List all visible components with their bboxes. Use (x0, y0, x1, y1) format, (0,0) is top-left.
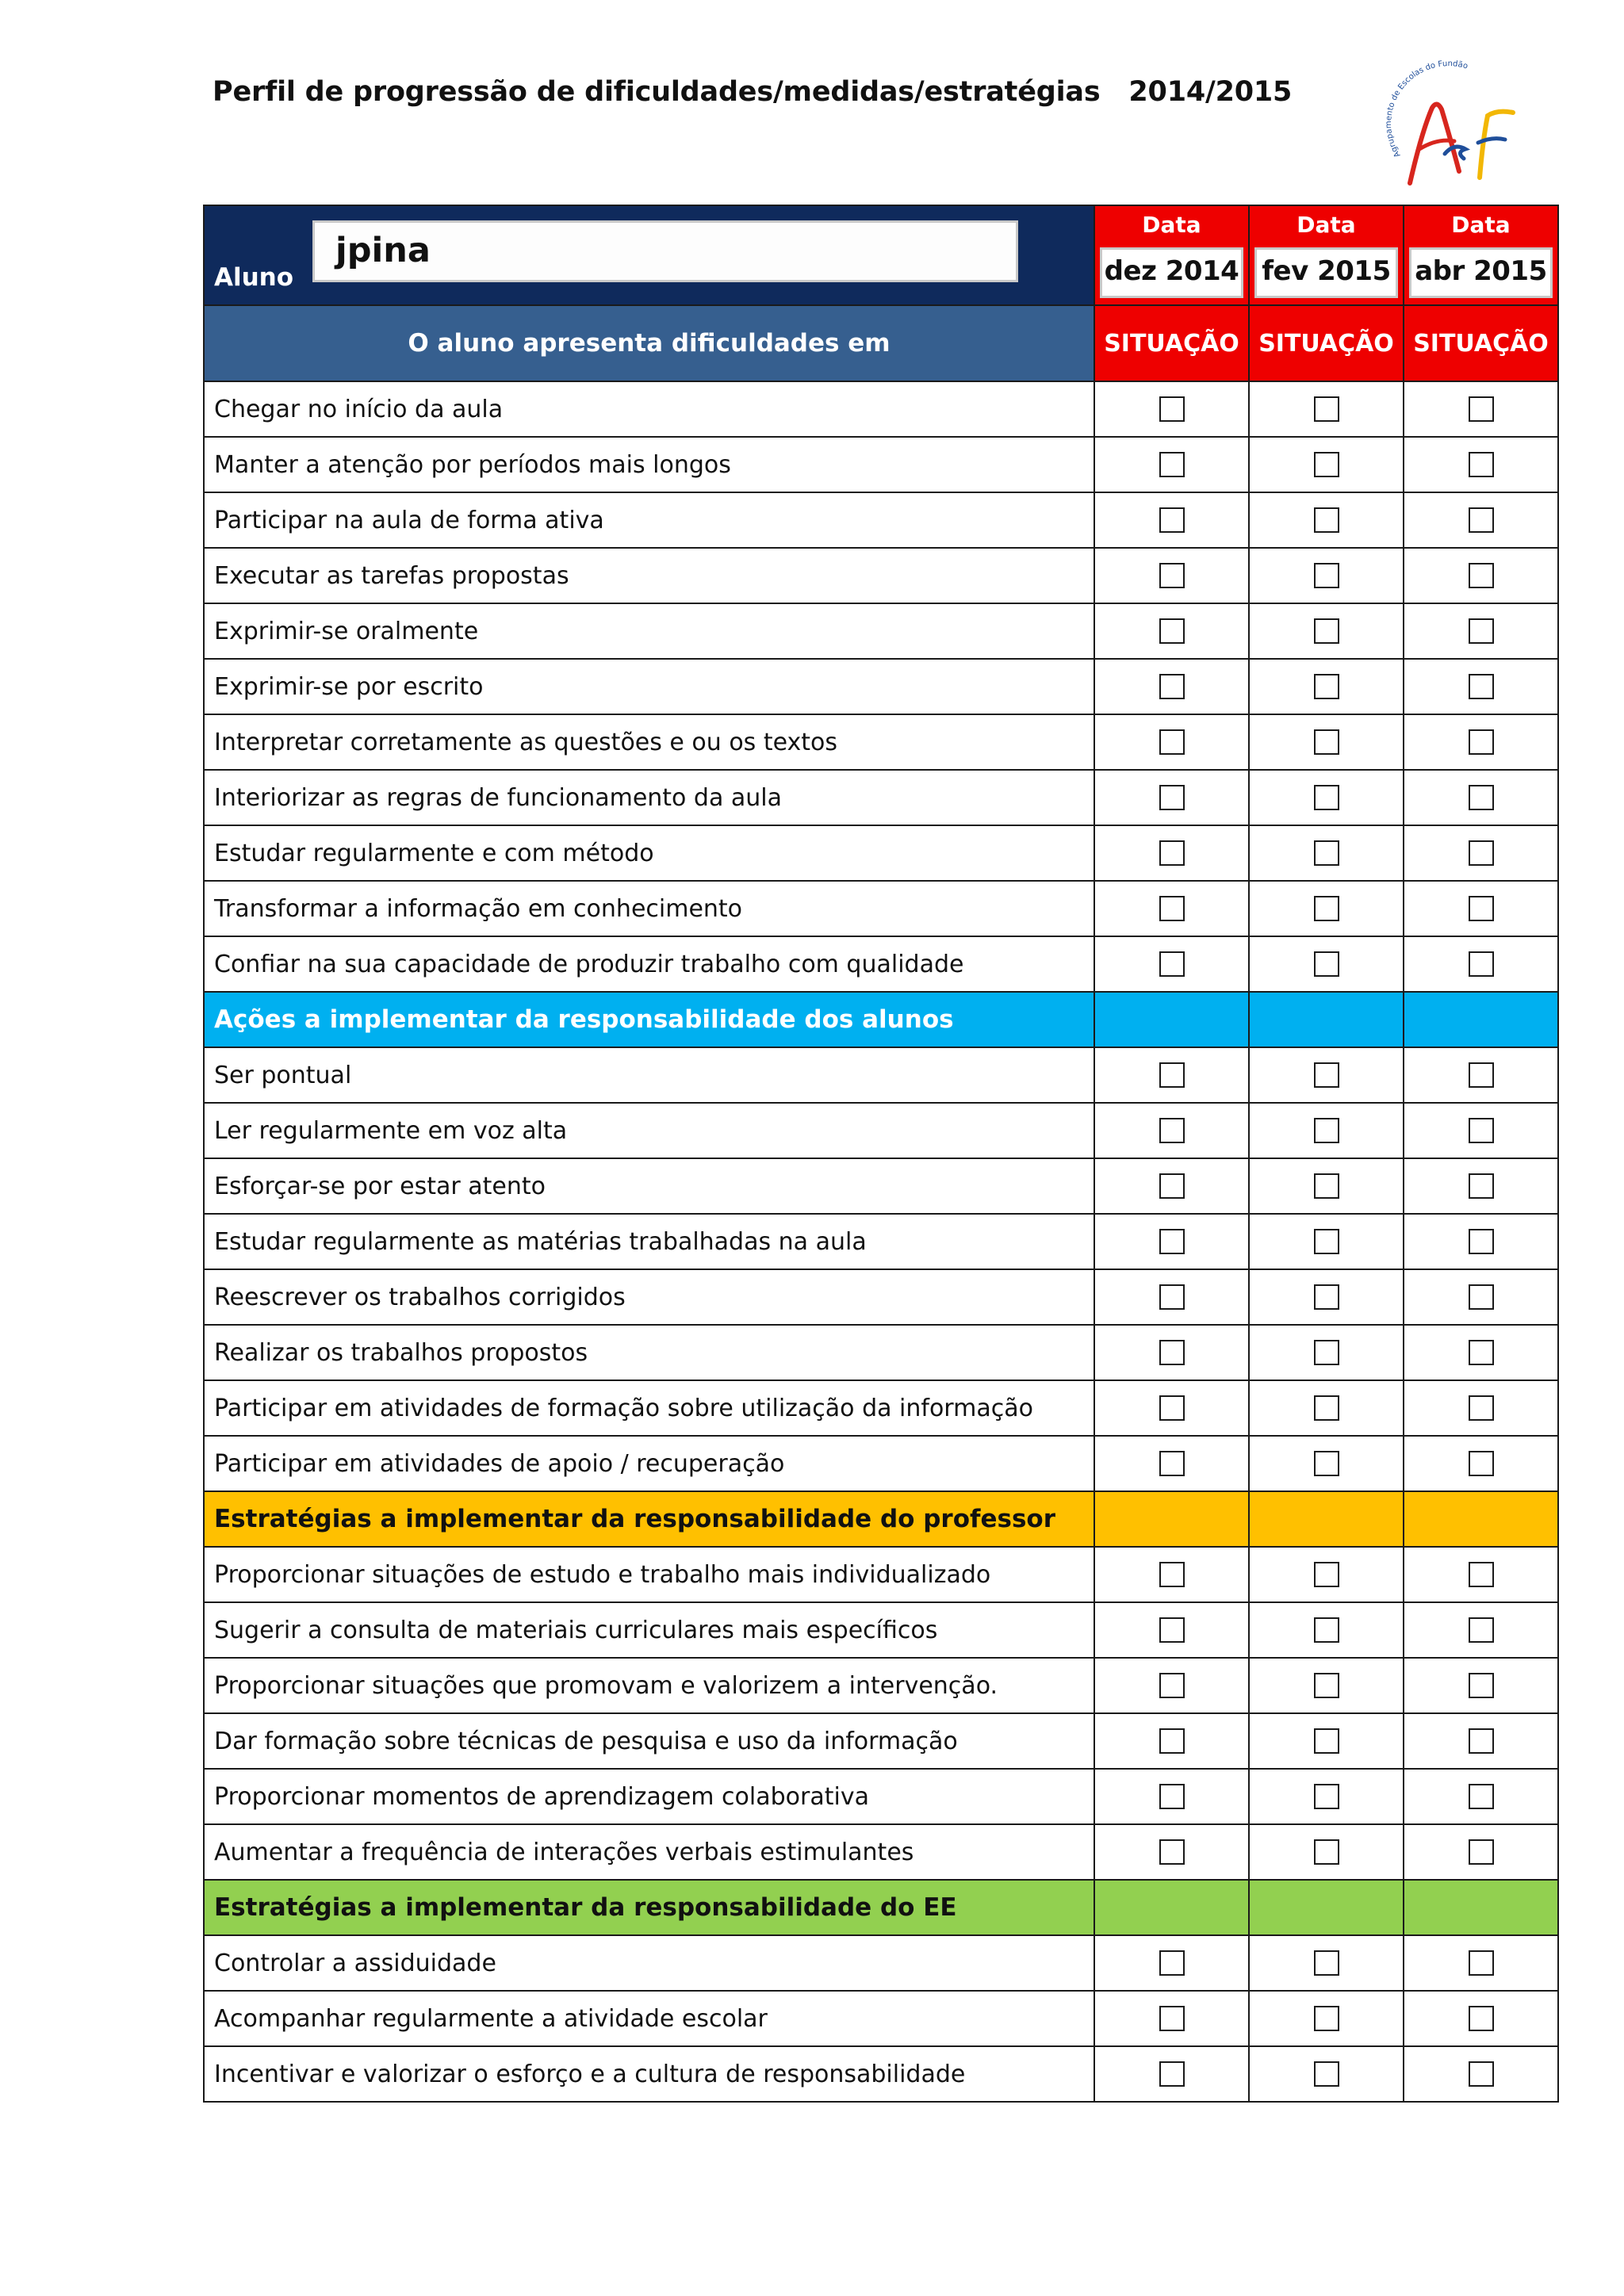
situacao-checkbox[interactable] (1469, 396, 1494, 422)
situacao-cell-2 (1249, 1658, 1404, 1713)
item-label: Acompanhar regularmente a atividade escolar (204, 1991, 1094, 2046)
situacao-checkbox[interactable] (1159, 1451, 1185, 1476)
situacao-cell-2 (1249, 548, 1404, 603)
item-label: Exprimir-se por escrito (204, 659, 1094, 714)
situacao-checkbox[interactable] (1159, 729, 1185, 755)
item-label: Interiorizar as regras de funcionamento da aula (204, 770, 1094, 825)
situacao-checkbox[interactable] (1469, 1784, 1494, 1809)
situacao-row (204, 305, 1558, 381)
section-header-row (204, 1491, 1558, 1547)
situacao-checkbox[interactable] (1314, 1617, 1339, 1643)
situacao-checkbox[interactable] (1314, 1062, 1339, 1088)
situacao-checkbox[interactable] (1314, 674, 1339, 699)
situacao-checkbox[interactable] (1469, 1950, 1494, 1976)
situacao-checkbox[interactable] (1469, 1451, 1494, 1476)
situacao-checkbox[interactable] (1159, 951, 1185, 977)
situacao-checkbox[interactable] (1469, 1562, 1494, 1587)
item-label: Interpretar corretamente as questões e ou os textos (204, 714, 1094, 770)
table-row (204, 881, 1558, 936)
situacao-checkbox[interactable] (1159, 618, 1185, 644)
situacao-checkbox[interactable] (1159, 785, 1185, 810)
date-field-2[interactable]: fev 2015 (1254, 247, 1398, 298)
situacao-checkbox[interactable] (1159, 452, 1185, 477)
situacao-checkbox[interactable] (1159, 1062, 1185, 1088)
logo-arc-text: Agrupamento de Escolas do Fundão (1384, 60, 1469, 159)
situacao-checkbox[interactable] (1314, 2061, 1339, 2087)
item-label: Manter a atenção por períodos mais longos (204, 437, 1094, 492)
table-row (204, 1047, 1558, 1103)
section-fill-cell (1404, 1491, 1558, 1547)
situacao-cell-3 (1404, 548, 1558, 603)
situacao-cell-1 (1094, 659, 1249, 714)
situacao-checkbox[interactable] (1314, 1284, 1339, 1310)
situacao-checkbox[interactable] (1159, 840, 1185, 866)
situacao-checkbox[interactable] (1469, 2006, 1494, 2031)
page-title: Perfil de progressão de dificuldades/medidas/estratégias 2014/2015 (213, 76, 1293, 108)
situacao-cell-1 (1094, 770, 1249, 825)
table-row (204, 770, 1558, 825)
situacao-cell-3 (1404, 1991, 1558, 2046)
situacao-checkbox[interactable] (1159, 507, 1185, 533)
item-label: Sugerir a consulta de materiais curriculares mais específicos (204, 1602, 1094, 1658)
situacao-cell-2 (1249, 1158, 1404, 1214)
table-row (204, 548, 1558, 603)
section-fill-cell (1249, 1880, 1404, 1935)
situacao-checkbox[interactable] (1159, 1784, 1185, 1809)
situacao-cell-1 (1094, 1214, 1249, 1269)
school-logo (1378, 60, 1521, 190)
situacao-cell-1 (1094, 1103, 1249, 1158)
section-title: Estratégias a implementar da responsabilidade do EE (204, 1880, 1094, 1935)
situacao-cell-3 (1404, 1547, 1558, 1602)
situacao-cell-3 (1404, 1436, 1558, 1491)
item-label: Dar formação sobre técnicas de pesquisa e uso da informação (204, 1713, 1094, 1769)
situacao-checkbox[interactable] (1314, 1173, 1339, 1199)
situacao-cell-3 (1404, 603, 1558, 659)
table-row (204, 1325, 1558, 1380)
situacao-cell-2 (1249, 825, 1404, 881)
situacao-checkbox[interactable] (1469, 1173, 1494, 1199)
aluno-name-field[interactable]: jpina (312, 220, 1018, 282)
situacao-checkbox[interactable] (1159, 1950, 1185, 1976)
date-label: Data (1451, 212, 1511, 238)
item-label: Participar na aula de forma ativa (204, 492, 1094, 548)
situacao-cell-1 (1094, 1325, 1249, 1380)
table-row (204, 437, 1558, 492)
table-row (204, 603, 1558, 659)
section-fill-cell (1249, 1491, 1404, 1547)
situacao-checkbox[interactable] (1159, 1562, 1185, 1587)
table-row (204, 1158, 1558, 1214)
situacao-cell-1 (1094, 1380, 1249, 1436)
table-row (204, 1602, 1558, 1658)
situacao-cell-2 (1249, 1269, 1404, 1325)
table-row (204, 1380, 1558, 1436)
situacao-cell-3 (1404, 1713, 1558, 1769)
situacao-cell-3 (1404, 1380, 1558, 1436)
situacao-cell-2 (1249, 1214, 1404, 1269)
situacao-checkbox[interactable] (1469, 507, 1494, 533)
section-header-row (204, 1880, 1558, 1935)
situacao-checkbox[interactable] (1469, 1395, 1494, 1421)
situacao-checkbox[interactable] (1159, 1340, 1185, 1365)
situacao-cell-1 (1094, 381, 1249, 437)
situacao-cell-3 (1404, 1769, 1558, 1824)
situacao-checkbox[interactable] (1469, 1340, 1494, 1365)
situacao-cell-1 (1094, 437, 1249, 492)
item-label: Executar as tarefas propostas (204, 548, 1094, 603)
situacao-cell-1 (1094, 2046, 1249, 2102)
situacao-cell-2 (1249, 1436, 1404, 1491)
situacao-cell-1 (1094, 1269, 1249, 1325)
situacao-cell-3 (1404, 2046, 1558, 2102)
situacao-cell-3 (1404, 1214, 1558, 1269)
situacao-checkbox[interactable] (1159, 1728, 1185, 1754)
situacao-checkbox[interactable] (1159, 1673, 1185, 1698)
situacao-header-2: SITUAÇÃO (1249, 305, 1404, 381)
item-label: Proporcionar situações de estudo e trabalho mais individualizado (204, 1547, 1094, 1602)
situacao-checkbox[interactable] (1159, 1617, 1185, 1643)
table-row (204, 1713, 1558, 1769)
situacao-checkbox[interactable] (1314, 563, 1339, 588)
table-row (204, 1991, 1558, 2046)
situacao-cell-1 (1094, 825, 1249, 881)
situacao-checkbox[interactable] (1314, 1839, 1339, 1865)
situacao-cell-3 (1404, 659, 1558, 714)
table-row (204, 1269, 1558, 1325)
situacao-checkbox[interactable] (1159, 1173, 1185, 1199)
situacao-cell-3 (1404, 770, 1558, 825)
table-row (204, 714, 1558, 770)
section-title: Ações a implementar da responsabilidade dos alunos (204, 992, 1094, 1047)
situacao-cell-3 (1404, 1602, 1558, 1658)
situacao-checkbox[interactable] (1469, 896, 1494, 921)
section-title: Estratégias a implementar da responsabilidade do professor (204, 1491, 1094, 1547)
item-label: Realizar os trabalhos propostos (204, 1325, 1094, 1380)
item-label: Estudar regularmente e com método (204, 825, 1094, 881)
situacao-checkbox[interactable] (1469, 1229, 1494, 1254)
situacao-cell-1 (1094, 1824, 1249, 1880)
situacao-cell-1 (1094, 1047, 1249, 1103)
situacao-checkbox[interactable] (1314, 840, 1339, 866)
situacao-checkbox[interactable] (1469, 1617, 1494, 1643)
section-fill-cell (1249, 992, 1404, 1047)
situacao-checkbox[interactable] (1159, 1284, 1185, 1310)
situacao-checkbox[interactable] (1314, 618, 1339, 644)
situacao-cell-2 (1249, 714, 1404, 770)
situacao-checkbox[interactable] (1469, 674, 1494, 699)
date-column-1 (1094, 205, 1249, 305)
table-row (204, 1769, 1558, 1824)
situacao-cell-2 (1249, 936, 1404, 992)
situacao-cell-3 (1404, 492, 1558, 548)
situacao-cell-1 (1094, 492, 1249, 548)
situacao-cell-1 (1094, 1935, 1249, 1991)
item-label: Aumentar a frequência de interações verbais estimulantes (204, 1824, 1094, 1880)
situacao-cell-3 (1404, 381, 1558, 437)
table-row (204, 1935, 1558, 1991)
situacao-cell-2 (1249, 1547, 1404, 1602)
situacao-cell-1 (1094, 1547, 1249, 1602)
date-field-3[interactable]: abr 2015 (1409, 247, 1553, 298)
date-field-1[interactable]: dez 2014 (1100, 247, 1243, 298)
situacao-checkbox[interactable] (1469, 1284, 1494, 1310)
item-label: Ler regularmente em voz alta (204, 1103, 1094, 1158)
situacao-cell-2 (1249, 492, 1404, 548)
situacao-cell-3 (1404, 825, 1558, 881)
difficulties-heading: O aluno apresenta dificuldades em (204, 305, 1094, 381)
situacao-checkbox[interactable] (1314, 1950, 1339, 1976)
situacao-checkbox[interactable] (1469, 951, 1494, 977)
table-row (204, 492, 1558, 548)
item-label: Ser pontual (204, 1047, 1094, 1103)
table-row (204, 825, 1558, 881)
table-row (204, 659, 1558, 714)
situacao-cell-2 (1249, 1380, 1404, 1436)
situacao-cell-2 (1249, 770, 1404, 825)
date-label: Data (1297, 212, 1356, 238)
situacao-checkbox[interactable] (1469, 1062, 1494, 1088)
situacao-cell-2 (1249, 1769, 1404, 1824)
section-header-row (204, 992, 1558, 1047)
situacao-cell-2 (1249, 1713, 1404, 1769)
situacao-cell-1 (1094, 1769, 1249, 1824)
situacao-checkbox[interactable] (1159, 2006, 1185, 2031)
situacao-cell-2 (1249, 381, 1404, 437)
situacao-checkbox[interactable] (1314, 2006, 1339, 2031)
item-label: Chegar no início da aula (204, 381, 1094, 437)
situacao-cell-2 (1249, 437, 1404, 492)
situacao-checkbox[interactable] (1314, 896, 1339, 921)
situacao-cell-2 (1249, 1047, 1404, 1103)
situacao-cell-1 (1094, 603, 1249, 659)
situacao-cell-3 (1404, 1325, 1558, 1380)
situacao-cell-1 (1094, 1991, 1249, 2046)
situacao-cell-3 (1404, 1047, 1558, 1103)
progress-table (203, 205, 1559, 2103)
situacao-checkbox[interactable] (1159, 563, 1185, 588)
situacao-checkbox[interactable] (1159, 896, 1185, 921)
situacao-checkbox[interactable] (1469, 1839, 1494, 1865)
situacao-checkbox[interactable] (1314, 729, 1339, 755)
header-row (204, 205, 1558, 305)
item-label: Incentivar e valorizar o esforço e a cultura de responsabilidade (204, 2046, 1094, 2102)
situacao-cell-3 (1404, 1269, 1558, 1325)
situacao-checkbox[interactable] (1314, 1118, 1339, 1143)
situacao-cell-1 (1094, 1436, 1249, 1491)
situacao-cell-1 (1094, 936, 1249, 992)
situacao-cell-1 (1094, 1713, 1249, 1769)
table-row (204, 1824, 1558, 1880)
item-label: Exprimir-se oralmente (204, 603, 1094, 659)
situacao-cell-1 (1094, 1158, 1249, 1214)
item-label: Reescrever os trabalhos corrigidos (204, 1269, 1094, 1325)
table-row (204, 1658, 1558, 1713)
situacao-cell-2 (1249, 1325, 1404, 1380)
item-label: Controlar a assiduidade (204, 1935, 1094, 1991)
situacao-cell-2 (1249, 1602, 1404, 1658)
situacao-checkbox[interactable] (1314, 1340, 1339, 1365)
situacao-header-1: SITUAÇÃO (1094, 305, 1249, 381)
situacao-checkbox[interactable] (1469, 1728, 1494, 1754)
situacao-cell-2 (1249, 1103, 1404, 1158)
situacao-checkbox[interactable] (1469, 1673, 1494, 1698)
situacao-checkbox[interactable] (1469, 618, 1494, 644)
situacao-checkbox[interactable] (1469, 785, 1494, 810)
date-column-3 (1404, 205, 1558, 305)
item-label: Proporcionar situações que promovam e valorizem a intervenção. (204, 1658, 1094, 1713)
situacao-cell-2 (1249, 1824, 1404, 1880)
aluno-header (204, 205, 1094, 305)
situacao-checkbox[interactable] (1314, 1395, 1339, 1421)
table-row (204, 2046, 1558, 2102)
situacao-checkbox[interactable] (1469, 729, 1494, 755)
situacao-checkbox[interactable] (1159, 1229, 1185, 1254)
situacao-checkbox[interactable] (1314, 452, 1339, 477)
situacao-checkbox[interactable] (1314, 1451, 1339, 1476)
date-column-2 (1249, 205, 1404, 305)
date-label: Data (1142, 212, 1201, 238)
situacao-cell-2 (1249, 2046, 1404, 2102)
table-row (204, 1547, 1558, 1602)
situacao-cell-3 (1404, 1158, 1558, 1214)
section-fill-cell (1404, 992, 1558, 1047)
section-fill-cell (1094, 1880, 1249, 1935)
item-label: Participar em atividades de formação sobre utilização da informação (204, 1380, 1094, 1436)
table-row (204, 1436, 1558, 1491)
item-label: Transformar a informação em conhecimento (204, 881, 1094, 936)
situacao-cell-1 (1094, 714, 1249, 770)
situacao-checkbox[interactable] (1159, 396, 1185, 422)
situacao-checkbox[interactable] (1469, 1118, 1494, 1143)
situacao-checkbox[interactable] (1469, 2061, 1494, 2087)
item-label: Esforçar-se por estar atento (204, 1158, 1094, 1214)
situacao-checkbox[interactable] (1159, 2061, 1185, 2087)
situacao-cell-3 (1404, 1658, 1558, 1713)
situacao-cell-3 (1404, 714, 1558, 770)
situacao-cell-3 (1404, 936, 1558, 992)
item-label: Participar em atividades de apoio / recuperação (204, 1436, 1094, 1491)
situacao-header-3: SITUAÇÃO (1404, 305, 1558, 381)
table-row (204, 1103, 1558, 1158)
table-row (204, 936, 1558, 992)
section-fill-cell (1094, 1491, 1249, 1547)
situacao-cell-2 (1249, 1935, 1404, 1991)
situacao-checkbox[interactable] (1314, 396, 1339, 422)
situacao-checkbox[interactable] (1159, 674, 1185, 699)
situacao-checkbox[interactable] (1314, 785, 1339, 810)
situacao-checkbox[interactable] (1469, 563, 1494, 588)
situacao-checkbox[interactable] (1159, 1395, 1185, 1421)
situacao-checkbox[interactable] (1314, 1673, 1339, 1698)
table-row (204, 1214, 1558, 1269)
section-fill-cell (1404, 1880, 1558, 1935)
situacao-cell-2 (1249, 659, 1404, 714)
situacao-cell-3 (1404, 881, 1558, 936)
situacao-cell-1 (1094, 1658, 1249, 1713)
situacao-cell-1 (1094, 881, 1249, 936)
situacao-checkbox[interactable] (1469, 840, 1494, 866)
situacao-checkbox[interactable] (1314, 507, 1339, 533)
situacao-cell-2 (1249, 1991, 1404, 2046)
situacao-cell-1 (1094, 1602, 1249, 1658)
item-label: Confiar na sua capacidade de produzir trabalho com qualidade (204, 936, 1094, 992)
situacao-checkbox[interactable] (1314, 951, 1339, 977)
situacao-checkbox[interactable] (1314, 1229, 1339, 1254)
situacao-checkbox[interactable] (1314, 1784, 1339, 1809)
situacao-cell-3 (1404, 1824, 1558, 1880)
situacao-cell-1 (1094, 548, 1249, 603)
table-row (204, 381, 1558, 437)
aluno-label: Aluno (214, 263, 294, 292)
situacao-checkbox[interactable] (1314, 1728, 1339, 1754)
situacao-checkbox[interactable] (1314, 1562, 1339, 1587)
section-fill-cell (1094, 992, 1249, 1047)
item-label: Estudar regularmente as matérias trabalhadas na aula (204, 1214, 1094, 1269)
item-label: Proporcionar momentos de aprendizagem colaborativa (204, 1769, 1094, 1824)
situacao-checkbox[interactable] (1469, 452, 1494, 477)
situacao-cell-2 (1249, 881, 1404, 936)
situacao-checkbox[interactable] (1159, 1118, 1185, 1143)
situacao-cell-3 (1404, 1935, 1558, 1991)
situacao-cell-3 (1404, 1103, 1558, 1158)
situacao-cell-3 (1404, 437, 1558, 492)
situacao-cell-2 (1249, 603, 1404, 659)
situacao-checkbox[interactable] (1159, 1839, 1185, 1865)
